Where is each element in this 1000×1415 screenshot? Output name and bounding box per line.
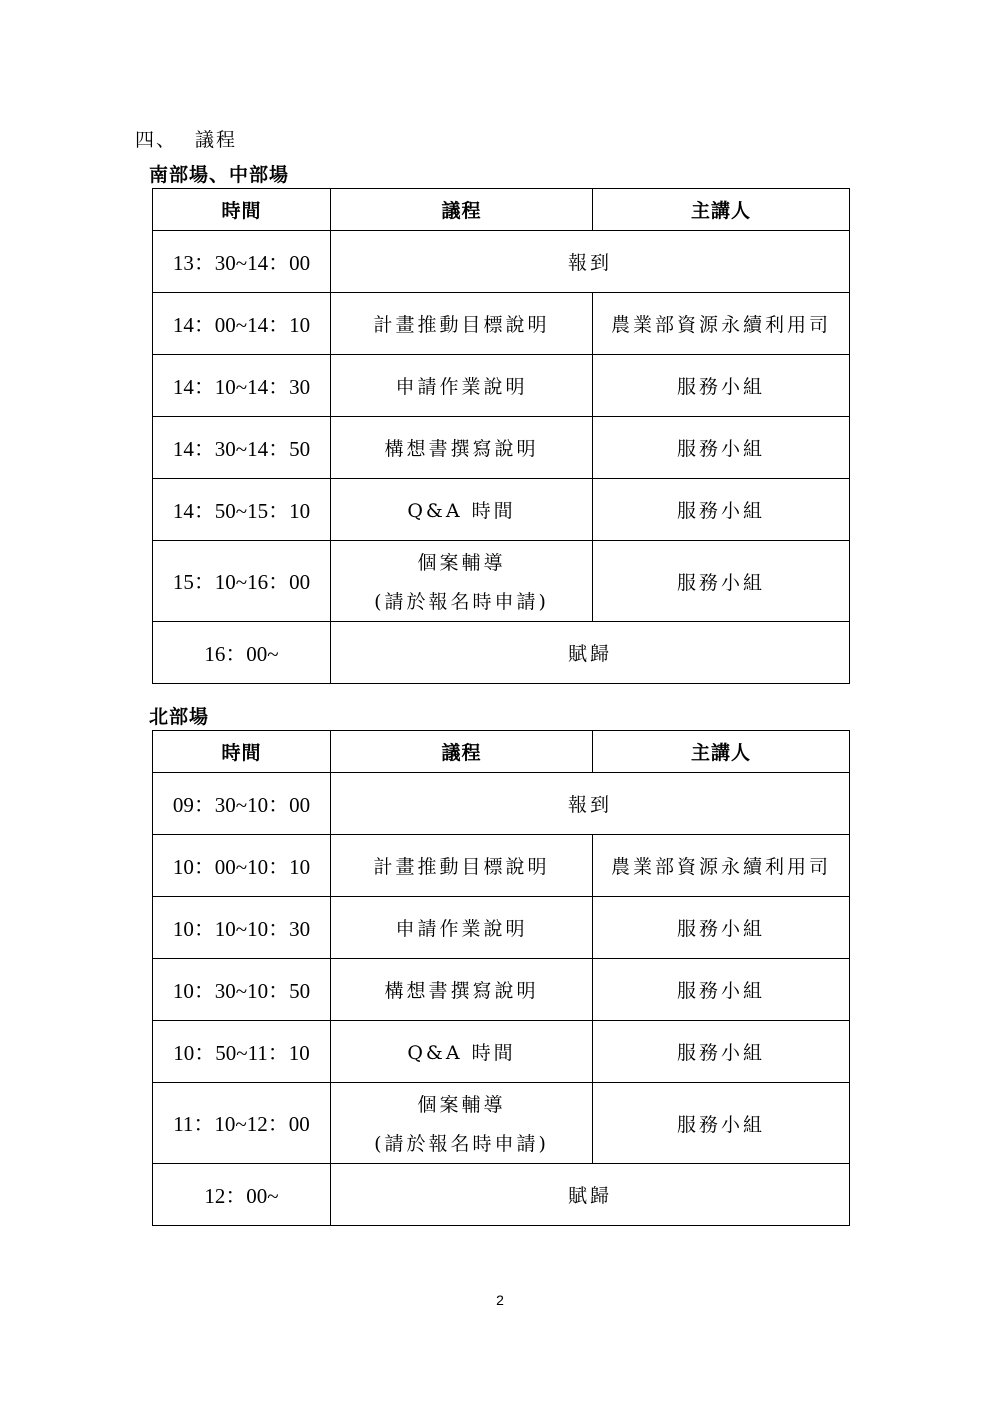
agenda-note: (請於報名時申請)	[374, 1133, 549, 1155]
table-row	[153, 1021, 850, 1083]
table-row	[153, 1164, 850, 1226]
table-row	[153, 417, 850, 479]
agenda-cell: 構想書撰寫說明	[331, 417, 593, 479]
time-cell: 16：00~	[153, 622, 331, 684]
speaker-cell: 服務小組	[593, 1021, 850, 1083]
table-header-row	[153, 731, 850, 773]
agenda-cell: 賦歸	[331, 1164, 850, 1226]
time-cell: 09：30~10：00	[153, 773, 331, 835]
table-row	[153, 773, 850, 835]
header-speaker: 主講人	[593, 189, 850, 231]
table-row	[153, 897, 850, 959]
north-title: 北部場	[149, 706, 210, 728]
agenda-text: 個案輔導	[417, 1094, 506, 1116]
south-central-agenda-table	[152, 188, 850, 684]
table-row	[153, 622, 850, 684]
speaker-cell: 服務小組	[593, 417, 850, 479]
agenda-cell: 申請作業說明	[331, 355, 593, 417]
speaker-cell: 服務小組	[593, 1083, 850, 1164]
header-agenda: 議程	[331, 189, 593, 231]
section-heading	[135, 125, 237, 152]
header-speaker: 主講人	[593, 731, 850, 773]
time-cell: 14：30~14：50	[153, 417, 331, 479]
section-title: 議程	[195, 129, 238, 151]
table-row	[153, 835, 850, 897]
speaker-cell: 服務小組	[593, 479, 850, 541]
north-agenda-table	[152, 730, 850, 1226]
table-row	[153, 355, 850, 417]
section-number: 四、	[135, 129, 178, 151]
agenda-cell: Q&A 時間	[331, 1021, 593, 1083]
agenda-cell: Q&A 時間	[331, 479, 593, 541]
speaker-cell: 服務小組	[593, 959, 850, 1021]
time-cell: 10：30~10：50	[153, 959, 331, 1021]
time-cell: 12：00~	[153, 1164, 331, 1226]
time-cell: 14：10~14：30	[153, 355, 331, 417]
agenda-cell: 賦歸	[331, 622, 850, 684]
time-cell: 11：10~12：00	[153, 1083, 331, 1164]
table-row	[153, 1083, 850, 1164]
time-cell: 15：10~16：00	[153, 541, 331, 622]
time-cell: 10：50~11：10	[153, 1021, 331, 1083]
agenda-cell	[331, 1083, 593, 1164]
agenda-text: 個案輔導	[417, 552, 506, 574]
agenda-cell: 報到	[331, 231, 850, 293]
agenda-cell: 計畫推動目標說明	[331, 293, 593, 355]
header-agenda: 議程	[331, 731, 593, 773]
time-cell: 14：00~14：10	[153, 293, 331, 355]
time-cell: 10：10~10：30	[153, 897, 331, 959]
speaker-cell: 農業部資源永續利用司	[593, 293, 850, 355]
header-time: 時間	[153, 731, 331, 773]
page-number: 2	[496, 1292, 504, 1308]
agenda-cell: 申請作業說明	[331, 897, 593, 959]
table-row	[153, 959, 850, 1021]
speaker-cell: 農業部資源永續利用司	[593, 835, 850, 897]
header-time: 時間	[153, 189, 331, 231]
time-cell: 14：50~15：10	[153, 479, 331, 541]
agenda-cell	[331, 541, 593, 622]
agenda-cell: 構想書撰寫說明	[331, 959, 593, 1021]
agenda-note: (請於報名時申請)	[374, 591, 549, 613]
agenda-cell: 報到	[331, 773, 850, 835]
agenda-cell: 計畫推動目標說明	[331, 835, 593, 897]
south-central-title: 南部場、中部場	[149, 164, 290, 186]
table-row	[153, 293, 850, 355]
speaker-cell: 服務小組	[593, 355, 850, 417]
table-row	[153, 231, 850, 293]
table-row	[153, 479, 850, 541]
speaker-cell: 服務小組	[593, 897, 850, 959]
table-row	[153, 541, 850, 622]
speaker-cell: 服務小組	[593, 541, 850, 622]
time-cell: 10：00~10：10	[153, 835, 331, 897]
time-cell: 13：30~14：00	[153, 231, 331, 293]
table-header-row	[153, 189, 850, 231]
